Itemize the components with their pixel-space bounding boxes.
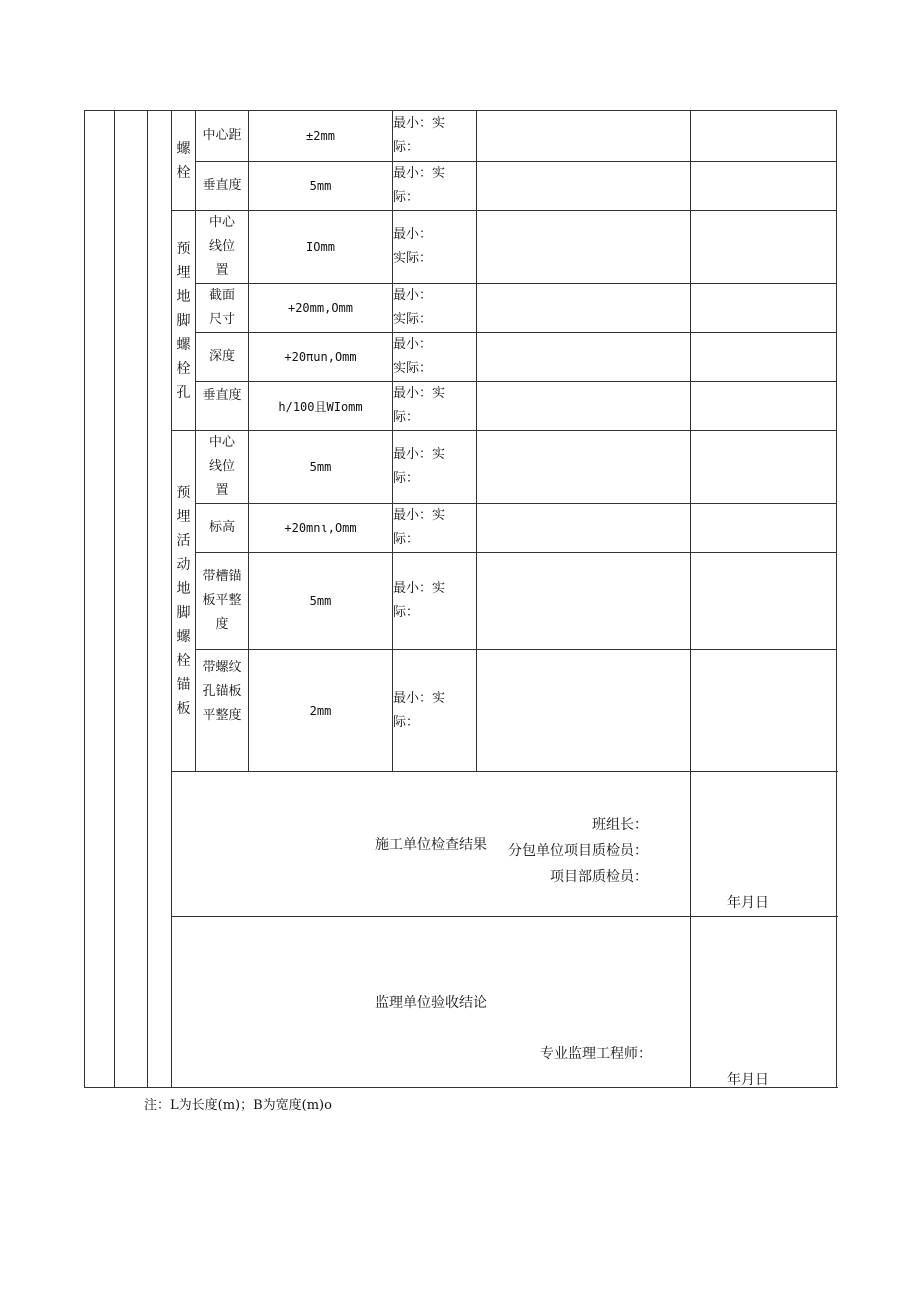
category-anchor-hole: 预埋地脚螺栓孔 [172,211,196,431]
item-name: 深度 [196,333,249,382]
dept-inspector-label: 项目部质检员： [550,869,648,885]
blank-col-3 [148,111,172,1088]
measured: 最小： 实际： [393,284,477,333]
item-name: 垂直度 [196,162,249,211]
measured: 最小：实 际： [393,382,477,431]
category-anchor-plate: 预埋活动地脚螺栓锚板 [172,431,196,772]
measured: 最小：实 际： [393,650,477,772]
item-name: 带螺纹孔锚板平整度 [196,650,249,772]
blank-col-1 [85,111,115,1088]
category-bolt: 螺栓 [172,111,196,211]
remark-cell [691,504,837,553]
tolerance: h/100且WIomm [249,382,393,431]
tolerance: 5mm [249,553,393,650]
measured: 最小：实 际： [393,504,477,553]
item-name: 中心线位置 [196,211,249,284]
measured: 最小： 实际： [393,211,477,284]
result-cell [477,111,691,162]
inspection-table [84,110,837,1088]
supervision-date: 年月日 [727,1072,769,1088]
item-name: 中心线位置 [196,431,249,504]
sub-inspector-label: 分包单位项目质检员： [508,843,648,859]
tolerance: ±2mm [249,111,393,162]
remark-cell [691,382,837,431]
remark-cell [691,431,837,504]
measured: 最小：实 际： [393,431,477,504]
item-name: 垂直度 [196,382,249,431]
tolerance: 5mm [249,431,393,504]
measured: 最小：实 际： [393,111,477,162]
result-cell [477,284,691,333]
team-leader-label: 班组长： [592,817,648,833]
result-cell [477,211,691,284]
result-cell [477,382,691,431]
remark-cell [691,553,837,650]
remark-cell [691,284,837,333]
engineer-label: 专业监理工程师： [540,1046,652,1062]
result-cell [477,553,691,650]
result-cell [477,333,691,382]
remark-cell [691,162,837,211]
tolerance: 2mm [249,650,393,772]
item-name: 带槽锚板平整度 [196,553,249,650]
construction-date: 年月日 [727,895,769,911]
item-name: 截面尺寸 [196,284,249,333]
result-cell [477,431,691,504]
supervision-sign-area [540,917,837,1088]
construction-sign-area [508,772,837,917]
result-cell [477,504,691,553]
tolerance: +20mnι,Omm [249,504,393,553]
tolerance: 5mm [249,162,393,211]
blank-col-2 [115,111,148,1088]
item-name: 标高 [196,504,249,553]
result-cell [477,650,691,772]
tolerance: IOmm [249,211,393,284]
remark-cell [691,211,837,284]
remark-cell [691,650,837,772]
item-name: 中心距 [196,111,249,162]
tolerance: +20πun,Omm [249,333,393,382]
measured: 最小：实 际： [393,553,477,650]
footnote: 注：L为长度(m)；B为宽度(m)o [144,1098,332,1113]
remark-cell [691,333,837,382]
construction-check-label: 施工单位检查结果 [172,772,691,917]
remark-cell [691,111,837,162]
result-cell [477,162,691,211]
measured: 最小：实 际： [393,162,477,211]
supervision-conclusion-label: 监理单位验收结论 [172,917,691,1088]
measured: 最小： 实际： [393,333,477,382]
tolerance: +20mm,Omm [249,284,393,333]
